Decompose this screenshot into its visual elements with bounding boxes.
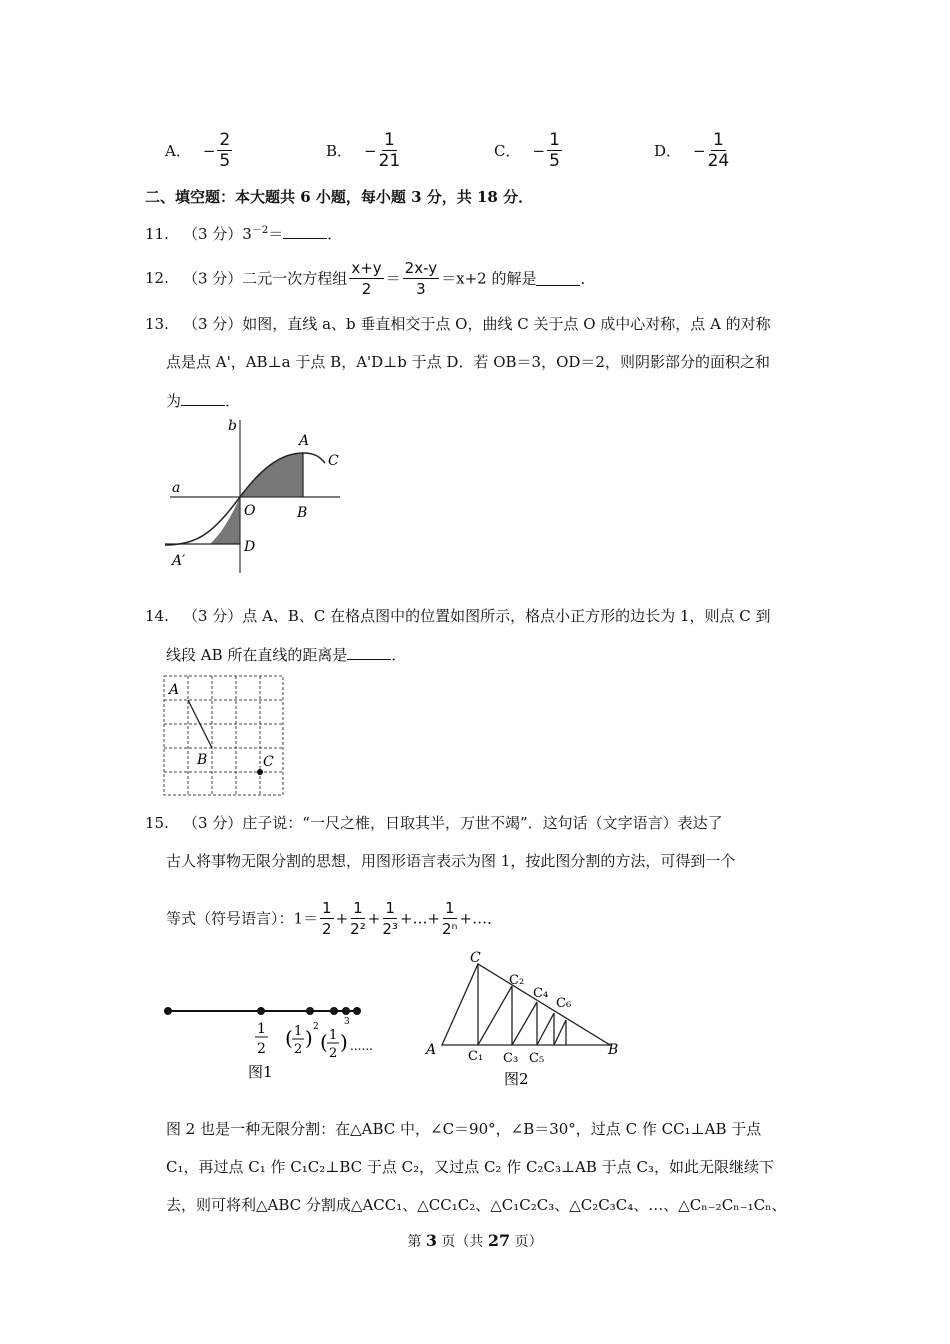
question-12: 12. （3 分）二元一次方程组 $\frac{x+y}{2}$ ＝ $\frac{2x-y}{3}$ ＝x+2 的解是 ．: [145, 259, 596, 298]
question-15-para2: C₁，再过点 C₁ 作 C₁C₂⊥BC 于点 C₂，又过点 C₂ 作 C₂C₃⊥AB 于点 C₃，如此无限继续下: [166, 1158, 774, 1176]
svg-text:(: (: [285, 1026, 293, 1050]
question-13-line3: 为 ．: [166, 392, 241, 410]
label-C6: C₆: [556, 996, 572, 1011]
label-A: A: [169, 682, 180, 698]
page-footer: 第 3 页（共 27 页）: [407, 1231, 543, 1250]
label-C: C: [470, 950, 481, 966]
question-13-line1: 13. （3 分）如图，直线 a、b 垂直相交于点 O，曲线 C 关于点 O 成中心对称，点 A 的对称: [145, 315, 771, 333]
answer-blank: [536, 271, 580, 286]
power-3: 3: [344, 1017, 350, 1027]
dot-0: [164, 1007, 172, 1015]
choice-a-label: A．: [165, 142, 191, 160]
svg-text:): ): [305, 1026, 313, 1050]
page-total: 27: [487, 1231, 511, 1250]
choice-a: A． − $\frac{2}{5}$: [165, 130, 231, 171]
label-C4: C₄: [533, 986, 549, 1001]
svg-text:2: 2: [329, 1046, 338, 1061]
label-C3: C₃: [503, 1051, 519, 1066]
svg-text:(: (: [320, 1030, 328, 1054]
figure-1-caption: 图1: [248, 1063, 273, 1081]
figure-2-caption: 图2: [504, 1070, 529, 1088]
dot-2: [306, 1007, 314, 1015]
choice-b: B． − $\frac{1}{21}$: [326, 130, 401, 171]
label-B: B: [197, 752, 208, 768]
q15-figure-1: [160, 995, 400, 1085]
dot-1: [257, 1007, 265, 1015]
q13-figure: [160, 415, 360, 580]
half-den: 2: [257, 1041, 266, 1057]
label-C5: C₅: [529, 1051, 545, 1066]
q15-figure-2: [420, 948, 630, 1088]
label-b: b: [228, 418, 237, 434]
label-A: A: [426, 1042, 437, 1058]
answer-blank: [181, 391, 225, 406]
answer-blank: [283, 224, 327, 239]
choice-c: C． − $\frac{1}{5}$: [494, 130, 560, 171]
dot-5: [353, 1007, 361, 1015]
label-C1: C₁: [468, 1049, 484, 1064]
half-num: 1: [257, 1021, 266, 1037]
choice-c-label: C．: [494, 142, 521, 160]
svg-text:1: 1: [294, 1024, 303, 1039]
question-14-line2: 线段 AB 所在直线的距离是 ．: [166, 646, 407, 664]
label-C: C: [328, 453, 339, 469]
svg-text:): ): [340, 1030, 348, 1054]
svg-text:1: 1: [329, 1028, 338, 1043]
dot-4: [342, 1007, 350, 1015]
label-D: D: [244, 539, 256, 555]
section-title: 二、填空题：本大题共 6 小题，每小题 3 分，共 18 分．: [145, 188, 534, 206]
choice-d: D． − $\frac{1}{24}$: [654, 130, 730, 171]
question-15-line2: 古人将事物无限分割的思想，用图形语言表示为图 1，按此图分割的方法，可得到一个: [166, 852, 736, 870]
label-B: B: [297, 505, 308, 521]
question-15-line1: 15. （3 分）庄子说：“一尺之椎，日取其半，万世不竭”．这句话（文字语言）表达了: [145, 814, 723, 832]
question-11: 11. （3 分）$3^{-2}=$ ．: [145, 225, 343, 243]
dot-3: [330, 1007, 338, 1015]
question-15-line3: 等式（符号语言）：1＝ $\frac{1}{2}$ + $\frac{1}{\text{2²}}$ + $\frac{1}{\text{2³}}$ +…+ $\frac{1}{\text{2ⁿ}}$ +…．: [166, 899, 503, 938]
label-A-prime: A′: [172, 553, 186, 569]
svg-text:2: 2: [294, 1042, 303, 1057]
label-C: C: [263, 754, 274, 770]
label-B: B: [608, 1042, 619, 1058]
question-14-line1: 14. （3 分）点 A、B、C 在格点图中的位置如图所示，格点小正方形的边长为 1，则点 C 到: [145, 607, 771, 625]
power-2: 2: [313, 1022, 319, 1032]
answer-blank: [347, 645, 391, 660]
question-15-para1: 图 2 也是一种无限分割：在△ABC 中，∠C＝90°，∠B＝30°，过点 C 作 CC₁⊥AB 于点: [166, 1120, 762, 1138]
label-A: A: [299, 433, 310, 449]
label-O: O: [244, 503, 256, 519]
label-a: a: [172, 480, 181, 496]
ellipsis: ......: [350, 1039, 373, 1053]
label-C2: C₂: [509, 973, 525, 988]
q14-grid-figure: [163, 674, 288, 799]
page-number: 3: [425, 1231, 437, 1250]
question-13-line2: 点是点 A'，AB⊥a 于点 B，A'D⊥b 于点 D．若 OB＝3，OD＝2，则阴影部分的面积之和: [166, 353, 770, 371]
choice-d-label: D．: [654, 142, 682, 160]
question-15-para3: 去，则可将利△ABC 分割成△ACC₁、△CC₁C₂、△C₁C₂C₃、△C₂C₃C₄、…、△Cₙ₋₂Cₙ₋₁Cₙ、: [166, 1196, 787, 1214]
choice-b-label: B．: [326, 142, 353, 160]
shaded-region-right: [240, 453, 303, 497]
